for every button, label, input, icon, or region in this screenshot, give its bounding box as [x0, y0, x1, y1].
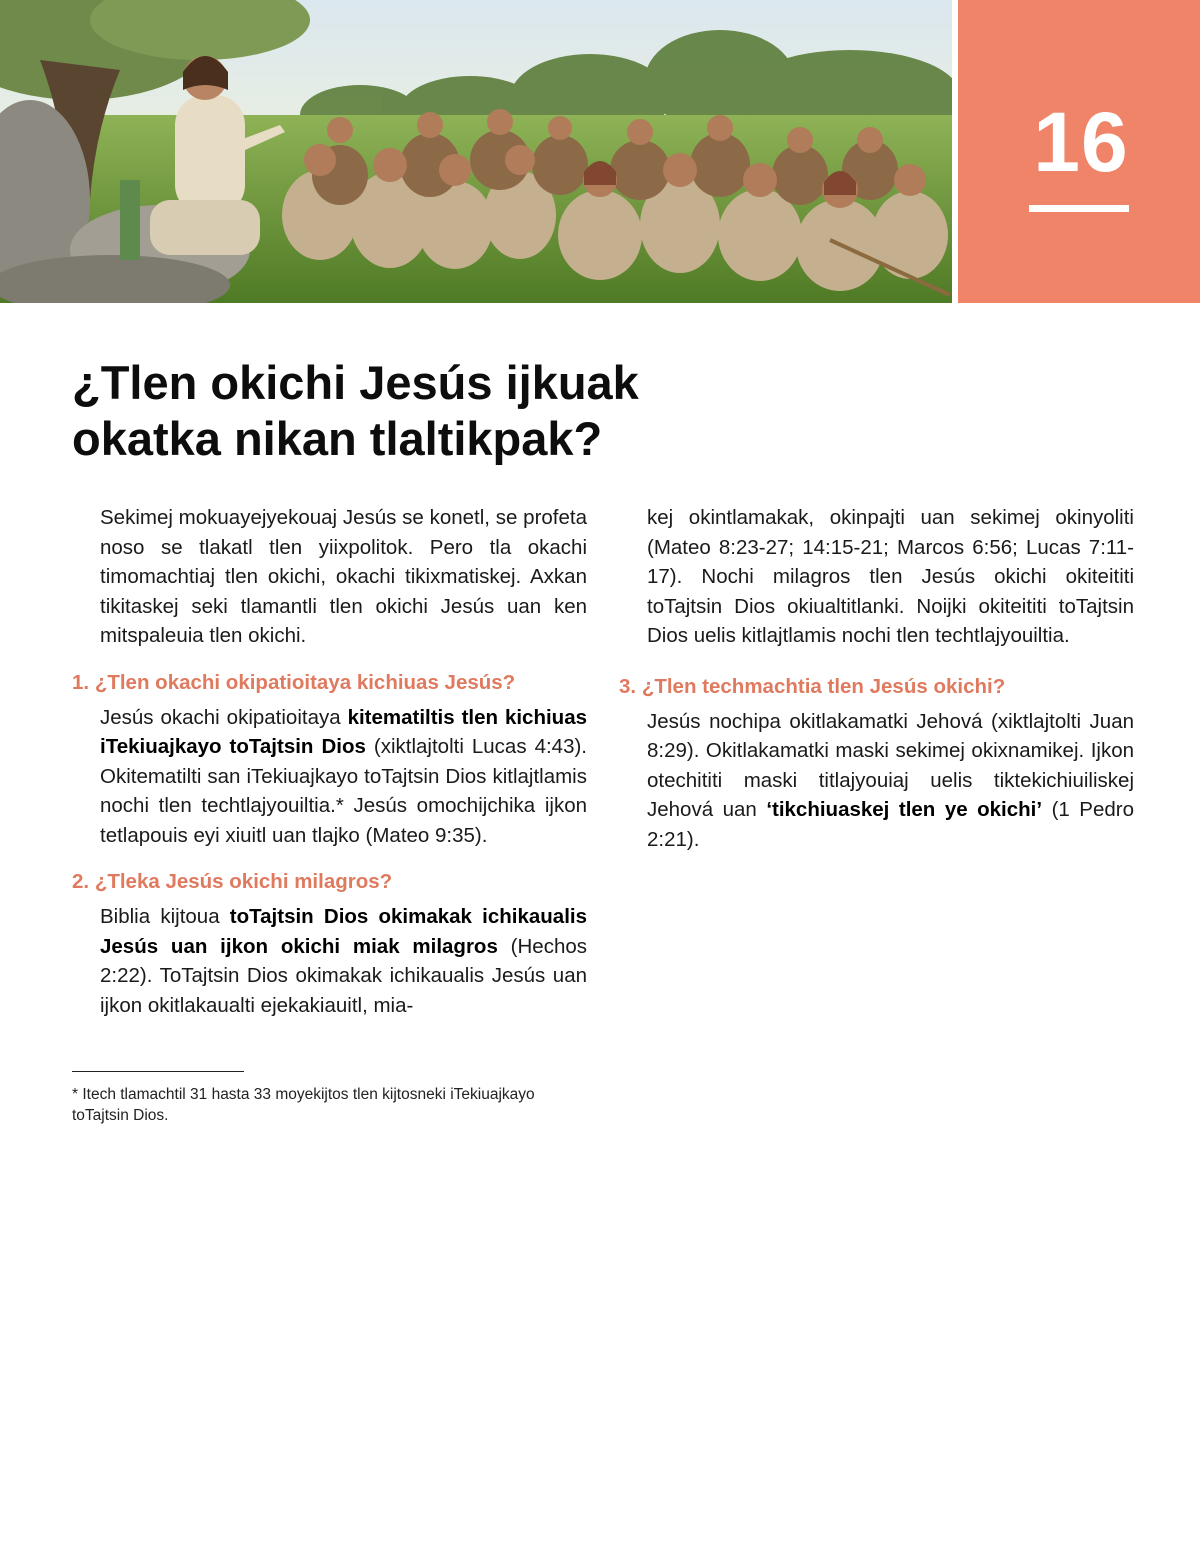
page-title-line-2: okatka nikan tlaltikpak?	[72, 412, 603, 465]
hero-illustration	[0, 0, 952, 303]
intro-paragraph: Sekimej mokuayejyekouaj Jesús se konetl, se profeta noso se tlakatl tlen yiixpolitok. Pero tla okachi timomachtiaj tlen okichi, okachi tikixmatiskej. Axkan tikitaskej seki tlamantli tlen okichi Jesús uan ken mitspaleuia tlen okichi.	[100, 506, 587, 647]
answer-2-text-b: (Hechos 2:22). ToTajtsin Dios okimakak ichikaualis Jesús uan ijkon okitlakaualti ejekakiauitl, mia-	[100, 934, 588, 1017]
page-title	[72, 355, 892, 467]
question-3-text: ¿Tlen techmachtia tlen Jesús okichi?	[641, 674, 1006, 698]
lesson-number-badge	[958, 0, 1200, 303]
answer-1-text-b: (xiktlajtolti Lucas 4:43). Okitematilti san iTekiuajkayo toTajtsin Dios kitlajtlamis nochi tlen techtlajyouiltia.* Jesús omochijchika ijkon tetlapouis eyi xiuitl uan tlajko (Mateo 9:35).	[100, 735, 588, 847]
lesson-number: 16	[1033, 95, 1129, 189]
question-2	[72, 868, 587, 896]
question-2-number: 2.	[72, 870, 90, 893]
answer-1-text-a: Jesús okachi okipatioitaya	[100, 705, 348, 729]
question-3-number: 3.	[619, 674, 637, 698]
right-column	[619, 503, 1134, 854]
question-1	[72, 669, 587, 697]
footnote-divider	[72, 1071, 244, 1072]
answer-1	[72, 703, 587, 851]
answer-2-bold: toTajtsin Dios okimakak ichikaualis Jesús uan ijkon okichi miak milagros	[100, 905, 587, 958]
hero-image	[0, 0, 952, 303]
answer-3-bold: ‘tikchiuaskej tlen ye okichi’	[766, 798, 1043, 821]
question-3	[619, 673, 1134, 701]
answer-2-part-1	[72, 902, 587, 1020]
answer-1-bold: kitematiltis tlen kichiuas iTekiuajkayo toTajtsin Dios	[100, 705, 587, 758]
lesson-number-underline	[1029, 205, 1129, 212]
answer-3	[619, 707, 1134, 855]
answer-3-text-a: Jesús nochipa okitlakamatki Jehová (xiktlajtolti Juan 8:29). Okitlakamatki maski sekimej okixnamikej. Ijkon otechititi maski titlajyouiaj uelis tiktekichiuiliskej Jehová uan	[647, 709, 1134, 821]
footnote: * Itech tlamachtil 31 hasta 33 moyekijtos tlen kijtosneki iTekiuajkayo toTajtsin Dios.	[72, 1086, 535, 1124]
left-column	[72, 503, 587, 1020]
question-1-number: 1.	[72, 670, 90, 694]
question-1-text: ¿Tlen okachi okipatioitaya kichiuas Jesús?	[94, 670, 516, 694]
answer-2-part-2: kej okintlamakak, okinpajti uan sekimej okinyoliti (Mateo 8:23-27; 14:15-21; Marcos 6:56; Lucas 7:11-17). Nochi milagros tlen Jesús okichi okiteititi toTajtsin Dios okiualtitlanki. Noijki okiteititi toTajtsin Dios uelis kitlajtlamis nochi tlen techtlajyouiltia.	[647, 506, 1134, 647]
page-title-line-1: ¿Tlen okichi Jesús ijkuak	[72, 356, 639, 409]
answer-2-text-a: Biblia kijtoua	[100, 905, 230, 928]
answer-3-text-b: (1 Pedro 2:21).	[647, 798, 1134, 851]
question-2-text: ¿Tleka Jesús okichi milagros?	[94, 870, 393, 893]
